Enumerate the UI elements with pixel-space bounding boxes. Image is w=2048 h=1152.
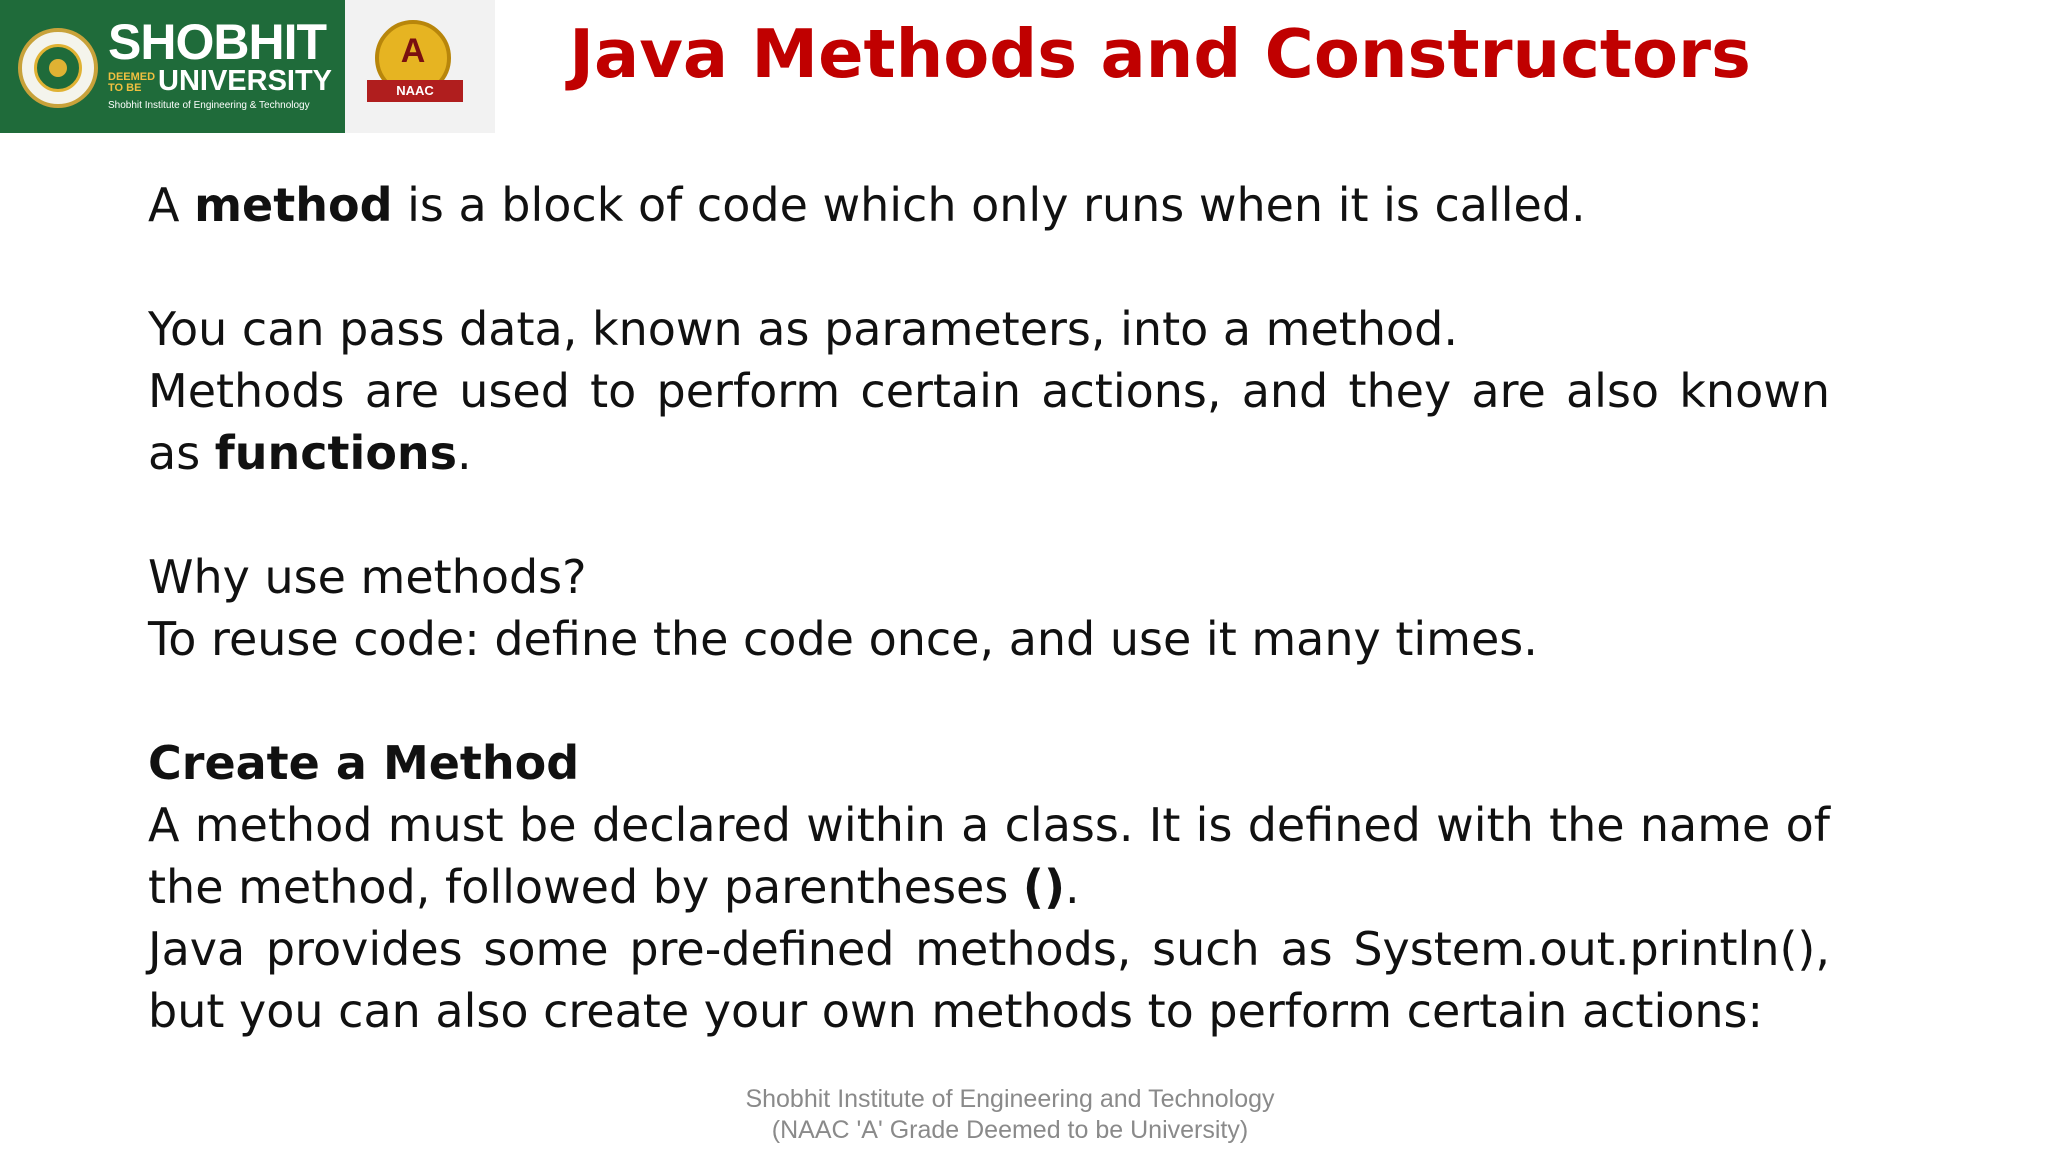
footer (650, 1084, 1370, 1146)
paragraph-functions: Methods are used to perform certain actions, and they are also known as functions. (148, 364, 1830, 480)
paragraph-parameters: You can pass data, known as parameters, into a method. (148, 302, 1458, 356)
naac-grade: A (400, 32, 426, 70)
footer-accreditation: (NAAC 'A' Grade Deemed to be University) (771, 1116, 1249, 1144)
naac-ribbon: NAAC (367, 80, 463, 102)
paragraph-method-definition: A method is a block of code which only runs when it is called. (148, 178, 1586, 232)
paragraph-predefined-methods: Java provides some pre-defined methods, such as System.out.println(), but you can also create your own methods to perform certain actions: (148, 922, 1830, 1038)
header-logo (0, 0, 495, 133)
term-functions: functions (214, 426, 458, 480)
footer-institute: Shobhit Institute of Engineering and Technology (745, 1085, 1275, 1113)
paragraph-why-methods: Why use methods? (148, 550, 587, 604)
paragraph-reuse-code: To reuse code: define the code once, and use it many times. (148, 612, 1538, 666)
university-logo (0, 0, 345, 133)
spacer (148, 670, 1830, 732)
naac-logo (345, 0, 495, 133)
brand-institute: Shobhit Institute of Engineering & Technology (108, 100, 310, 111)
brand-deemed-label: DEEMED TO BE (108, 71, 156, 94)
term-parentheses: () (1022, 860, 1065, 914)
section-heading: Create a Method (148, 736, 580, 790)
brand-university: UNIVERSITY (158, 65, 333, 97)
spacer (148, 484, 1830, 546)
brand-name: SHOBHIT (108, 14, 326, 70)
spacer (148, 236, 1830, 298)
slide-content (148, 174, 1830, 1042)
term-method: method (194, 178, 393, 232)
university-emblem-icon (18, 28, 98, 108)
page-title: Java Methods and Constructors (569, 15, 1751, 93)
paragraph-declare-method: A method must be declared within a class. It is defined with the name of the method, followed by parentheses (). (148, 798, 1830, 914)
